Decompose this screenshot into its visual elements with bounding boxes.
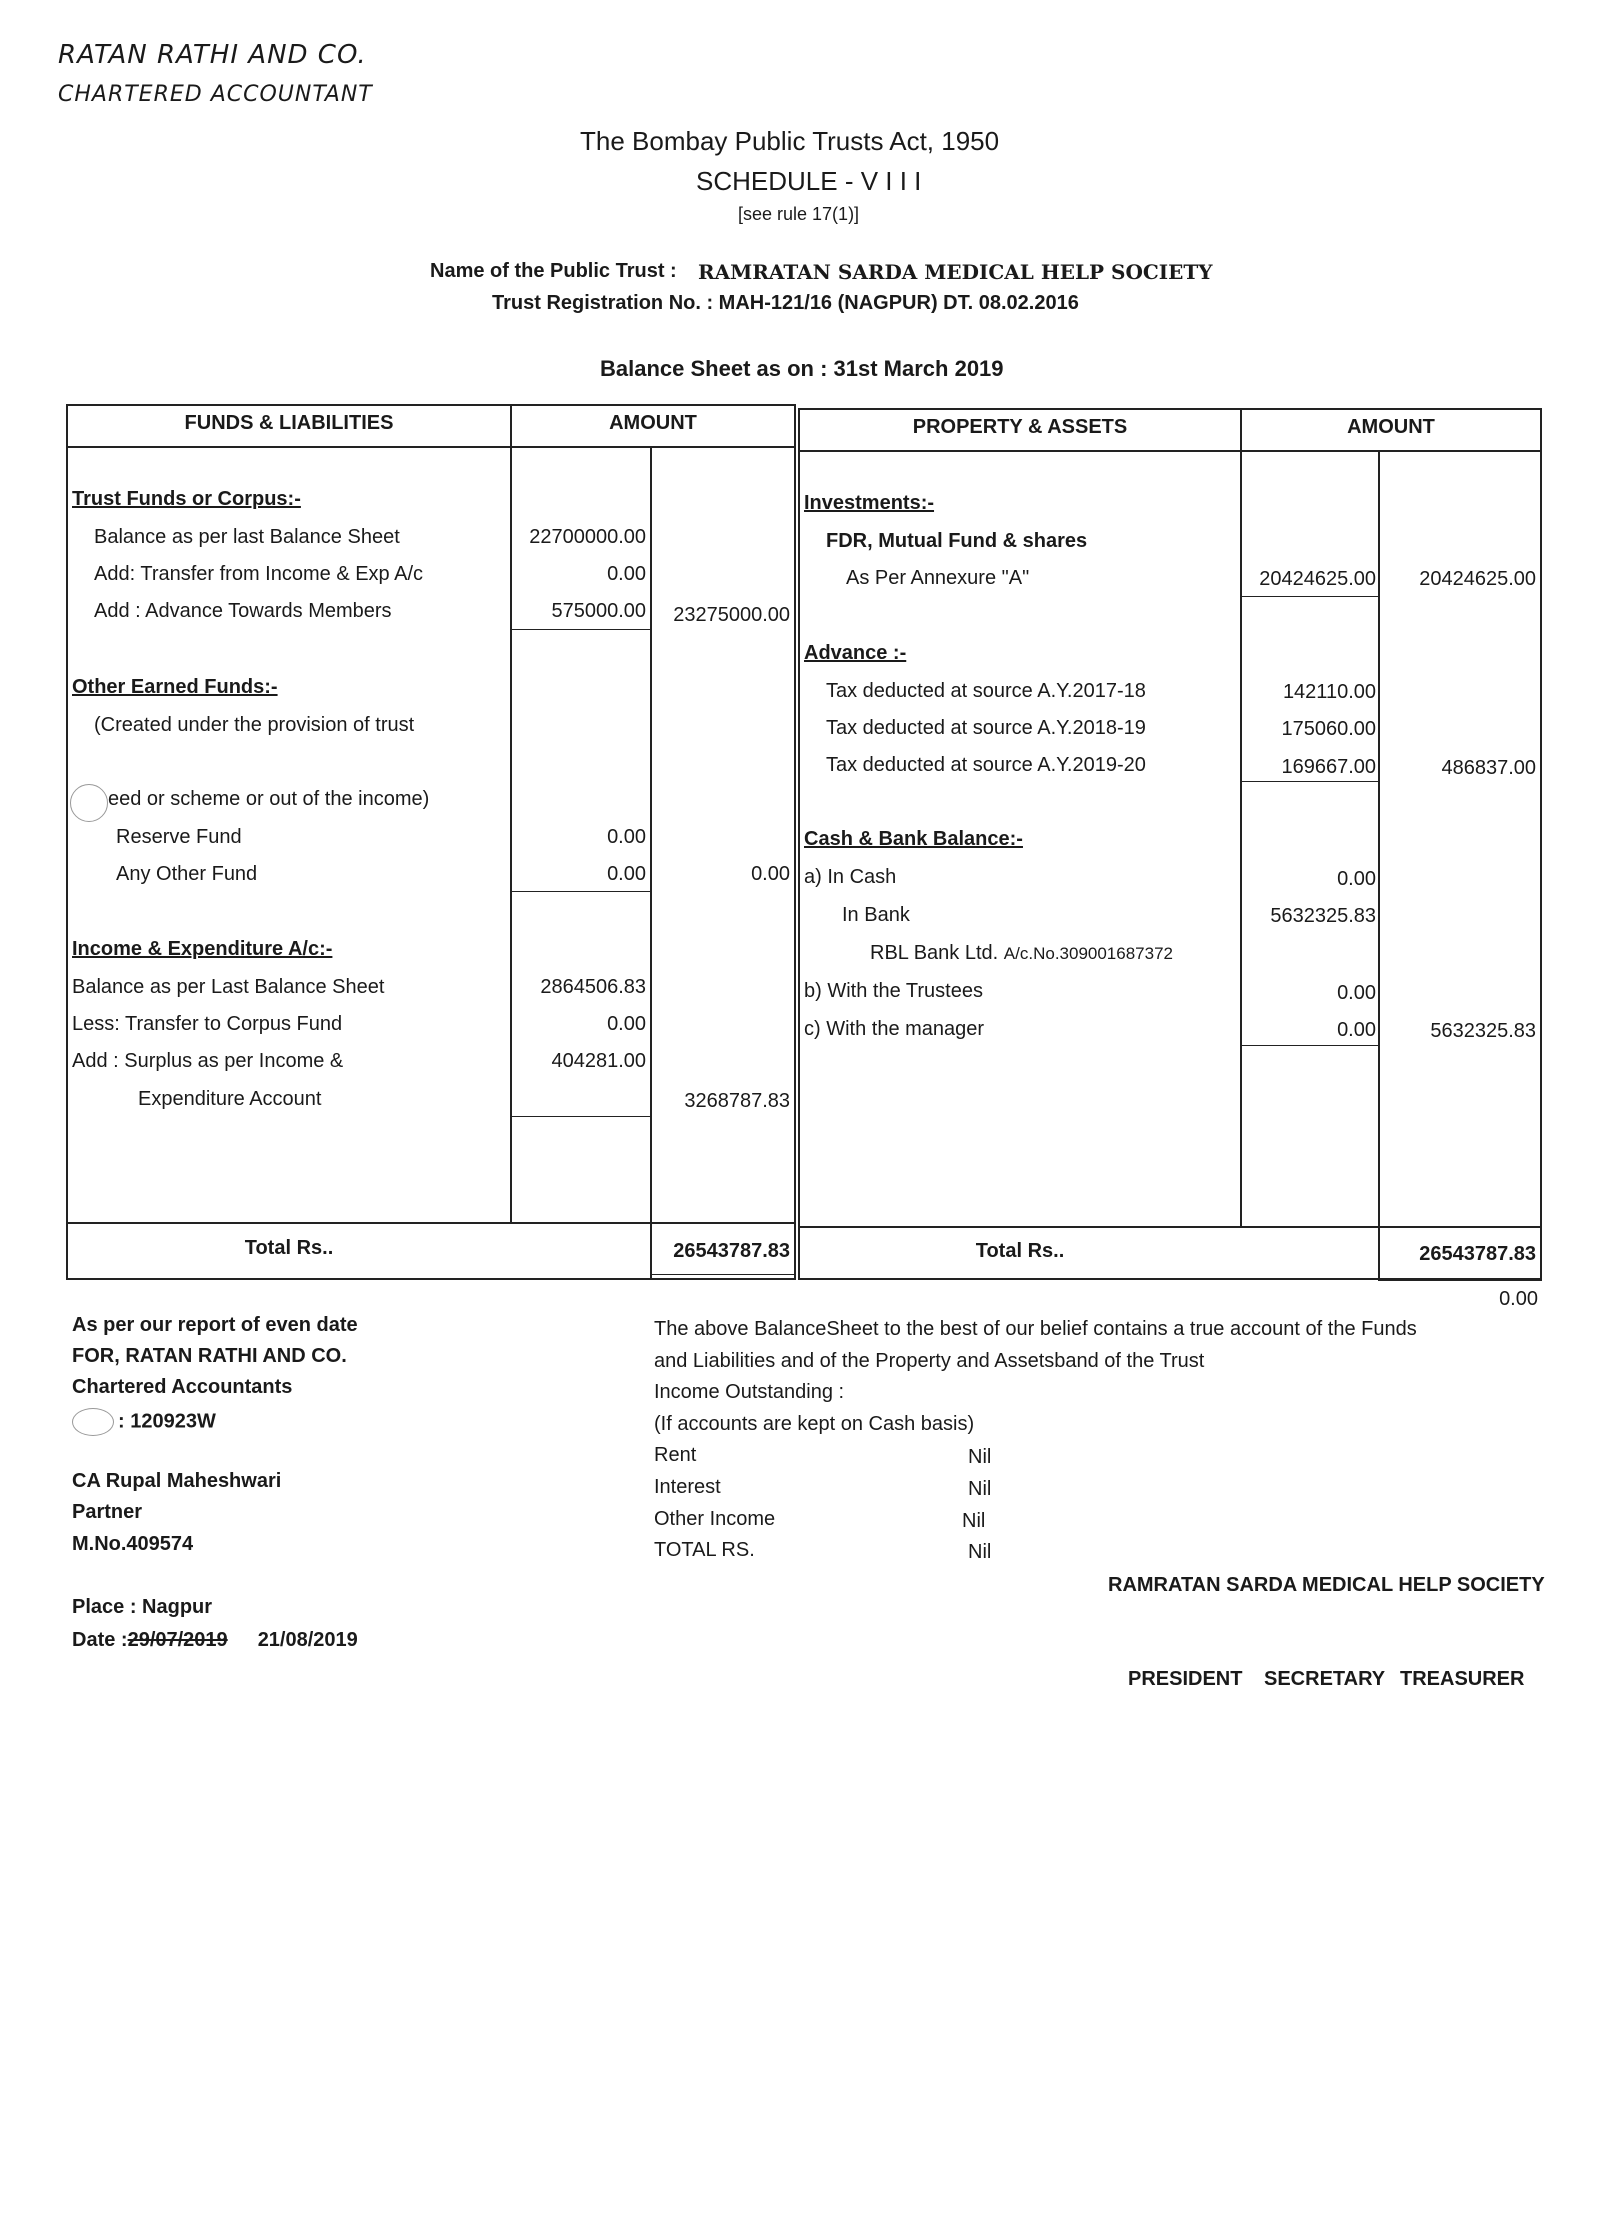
auditor-frn: : 120923W xyxy=(72,1408,216,1436)
trust-funds-row-amount: 575000.00 xyxy=(551,600,646,622)
trust-funds-row-label: Add : Advance Towards Members xyxy=(94,600,392,622)
trustees-label: b) With the Trustees xyxy=(804,980,983,1002)
in-bank-label: In Bank xyxy=(842,904,910,926)
society-name: RAMRATAN SARDA MEDICAL HELP SOCIETY xyxy=(1108,1574,1545,1596)
treasurer-label: TREASURER xyxy=(1400,1668,1525,1690)
outstanding-item-label: Other Income xyxy=(654,1508,776,1530)
advance-row-amount: 142110.00 xyxy=(1282,681,1376,703)
act-title: The Bombay Public Trusts Act, 1950 xyxy=(580,126,1000,156)
total-value-left: 26543787.83 xyxy=(673,1240,790,1262)
header-property-assets: PROPERTY & ASSETS xyxy=(912,416,1128,438)
advance-total: 486837.00 xyxy=(1441,757,1536,779)
rule-ref: [see rule 17(1)] xyxy=(738,204,860,224)
total-label-left: Total Rs.. xyxy=(244,1237,334,1259)
income-exp-row-label: Expenditure Account xyxy=(138,1088,322,1110)
registration-no: Trust Registration No. : MAH-121/16 (NAGPUR) DT. 08.02.2016 xyxy=(492,292,1079,314)
in-cash-label: a) In Cash xyxy=(804,866,897,888)
other-funds-row-label: Any Other Fund xyxy=(116,863,258,885)
trustees-amount: 0.00 xyxy=(1337,982,1376,1004)
date-line: Date :29/07/2019 21/08/2019 xyxy=(72,1629,358,1651)
outstanding-item-label: Rent xyxy=(654,1444,697,1466)
in-bank-amount: 5632325.83 xyxy=(1270,905,1376,927)
investments-amount: 20424625.00 xyxy=(1259,568,1376,590)
other-funds-row-amount: 0.00 xyxy=(607,826,646,848)
outstanding-total-value: Nil xyxy=(968,1541,992,1563)
income-exp-row-amount: 0.00 xyxy=(607,1013,646,1035)
trust-funds-row-amount: 0.00 xyxy=(607,563,646,585)
auditor-report-line: As per our report of even date xyxy=(72,1314,358,1336)
firm-name: RATAN RATHI AND CO. xyxy=(58,40,367,70)
income-exp-row-label: Balance as per Last Balance Sheet xyxy=(72,976,385,998)
partner-role: Partner xyxy=(72,1501,143,1523)
cash-basis-note: (If accounts are kept on Cash basis) xyxy=(654,1413,975,1435)
total-label-right: Total Rs.. xyxy=(975,1240,1065,1262)
advance-row-label: Tax deducted at source A.Y.2019-20 xyxy=(826,754,1146,776)
manager-label: c) With the manager xyxy=(804,1018,985,1040)
auditor-firm: FOR, RATAN RATHI AND CO. xyxy=(72,1345,347,1367)
trust-name: RAMRATAN SARDA MEDICAL HELP SOCIETY xyxy=(698,260,1213,284)
struck-date: 29/07/2019 xyxy=(127,1629,228,1651)
trust-name-label: Name of the Public Trust : xyxy=(430,260,677,282)
in-cash-amount: 0.00 xyxy=(1337,868,1376,890)
cash-bank-heading: Cash & Bank Balance:- xyxy=(804,828,1023,850)
auditor-designation: Chartered Accountants xyxy=(72,1376,293,1398)
punch-hole-mark xyxy=(72,1408,114,1436)
president-label: PRESIDENT xyxy=(1128,1668,1243,1690)
header-funds-liabilities: FUNDS & LIABILITIES xyxy=(184,412,394,434)
advance-heading: Advance :- xyxy=(804,642,907,664)
declaration-line: The above BalanceSheet to the best of our belief contains a true account of the Funds xyxy=(654,1318,1417,1340)
partner-name: CA Rupal Maheshwari xyxy=(72,1470,282,1492)
other-funds-row-label: Reserve Fund xyxy=(116,826,242,848)
trust-funds-row-label: Add: Transfer from Income & Exp A/c xyxy=(94,563,424,585)
income-exp-row-amount: 2864506.83 xyxy=(540,976,646,998)
trust-funds-total: 23275000.00 xyxy=(673,604,790,626)
trust-funds-row-amount: 22700000.00 xyxy=(529,526,646,548)
other-funds-total: 0.00 xyxy=(751,863,790,885)
advance-row-label: Tax deducted at source A.Y.2017-18 xyxy=(826,680,1146,702)
income-exp-row-amount: 404281.00 xyxy=(551,1050,646,1072)
place: Place : Nagpur xyxy=(72,1596,213,1618)
other-funds-note: eed or scheme or out of the income) xyxy=(108,788,430,810)
advance-row-label: Tax deducted at source A.Y.2018-19 xyxy=(826,717,1146,739)
membership-no: M.No.409574 xyxy=(72,1533,194,1555)
outstanding-item-value: Nil xyxy=(968,1478,992,1500)
income-outstanding-label: Income Outstanding : xyxy=(654,1381,845,1403)
income-exp-row-label: Less: Transfer to Corpus Fund xyxy=(72,1013,343,1035)
income-exp-heading: Income & Expenditure A/c:- xyxy=(72,938,333,960)
balance-sheet-title: Balance Sheet as on : 31st March 2019 xyxy=(600,356,1004,381)
investments-total: 20424625.00 xyxy=(1419,568,1536,590)
bank-name: RBL Bank Ltd. A/c.No.309001687372 xyxy=(870,942,1173,964)
declaration-line: and Liabilities and of the Property and Assetsband of the Trust xyxy=(654,1350,1205,1372)
header-amount-right: AMOUNT xyxy=(1347,416,1435,438)
outstanding-total-label: TOTAL RS. xyxy=(654,1539,755,1561)
investments-heading: Investments:- xyxy=(804,492,935,514)
cash-bank-total: 5632325.83 xyxy=(1430,1020,1536,1042)
income-exp-row-label: Add : Surplus as per Income & xyxy=(72,1050,344,1072)
header-amount-left: AMOUNT xyxy=(609,412,697,434)
investments-sub: FDR, Mutual Fund & shares xyxy=(826,530,1088,552)
bank-account-no: A/c.No.309001687372 xyxy=(1003,944,1173,963)
other-funds-note: (Created under the provision of trust xyxy=(94,714,415,736)
secretary-label: SECRETARY xyxy=(1264,1668,1386,1690)
outstanding-item-label: Interest xyxy=(654,1476,721,1498)
date-value: 21/08/2019 xyxy=(257,1629,358,1651)
income-exp-total: 3268787.83 xyxy=(684,1090,790,1112)
total-value-right: 26543787.83 xyxy=(1419,1243,1536,1265)
difference-value: 0.00 xyxy=(1499,1288,1538,1310)
other-funds-heading: Other Earned Funds:- xyxy=(72,676,278,698)
schedule-title: SCHEDULE - V I I I xyxy=(696,166,922,196)
punch-hole-mark xyxy=(70,784,108,822)
advance-row-amount: 175060.00 xyxy=(1281,718,1376,740)
investments-label: As Per Annexure "A" xyxy=(846,567,1030,589)
other-funds-row-amount: 0.00 xyxy=(607,863,646,885)
firm-title: CHARTERED ACCOUNTANT xyxy=(58,82,373,107)
trust-funds-row-label: Balance as per last Balance Sheet xyxy=(94,526,400,548)
trust-funds-heading: Trust Funds or Corpus:- xyxy=(72,488,301,510)
manager-amount: 0.00 xyxy=(1337,1019,1376,1041)
outstanding-item-value: Nil xyxy=(968,1446,992,1468)
outstanding-item-value: Nil xyxy=(962,1510,986,1532)
advance-row-amount: 169667.00 xyxy=(1281,756,1376,778)
